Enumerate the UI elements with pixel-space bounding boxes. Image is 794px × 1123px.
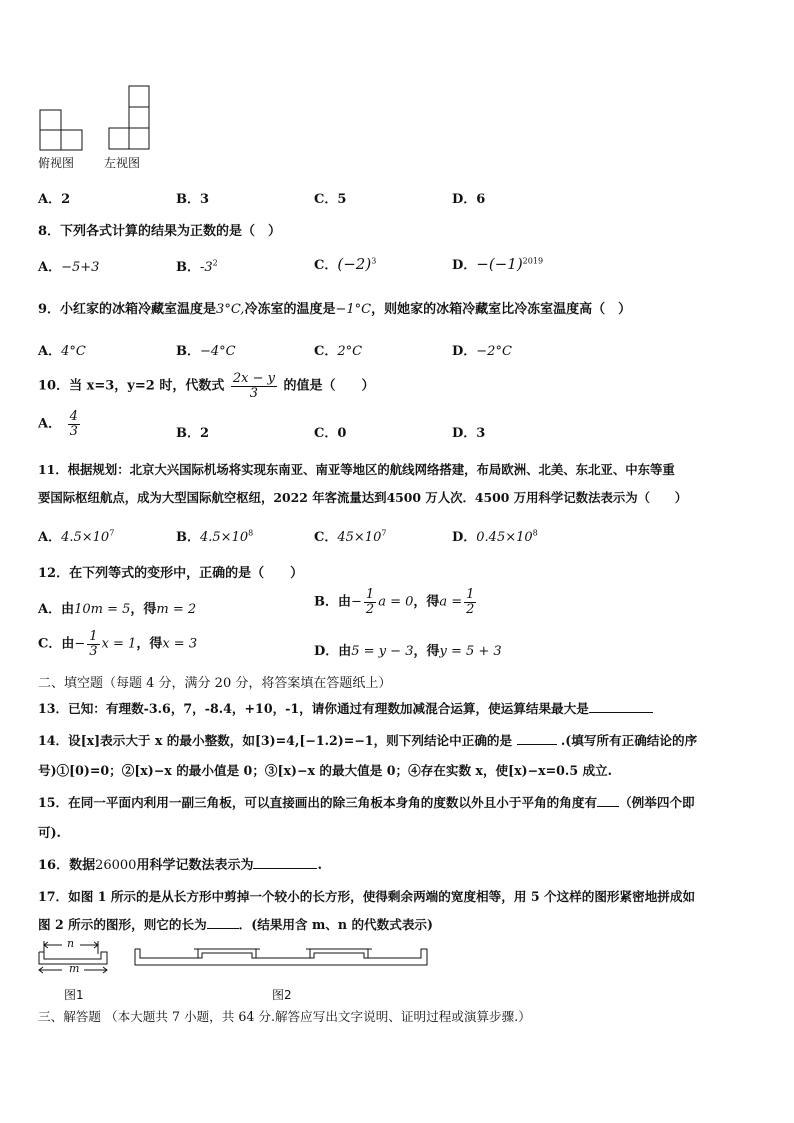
section-2-heading: 二、填空题（每题 4 分，满分 20 分，将答案填在答题纸上）	[38, 676, 392, 691]
q10-option-b: B．2	[176, 426, 210, 441]
q17-line2: 图 2 所示的图形，则它的长为 ．(结果用含 m、n 的代数式表示)	[38, 917, 433, 932]
q13-stem: 13．已知：有理数-3.6，7，-8.4，+10，-1，请你通过有理数加减混合运算，使运算结果最大是	[38, 698, 653, 717]
q7-option-a: A．2	[38, 192, 71, 207]
left-view-drawing	[109, 86, 149, 149]
q16-answer-blank	[253, 856, 317, 869]
section-3-heading: 三、解答题 （本大题共 7 小题，共 64 分.解答应写出文字说明、证明过程或演算步骤.）	[38, 1009, 531, 1024]
q17-figure-1	[36, 938, 116, 982]
q16-stem: 16．数据26000用科学记数法表示为 .	[38, 858, 322, 873]
q13-answer-blank	[589, 700, 653, 713]
q10-fraction: $\frac{2x - y}{3}$	[232, 371, 275, 401]
top-view-drawing	[40, 110, 82, 150]
q11-option-d: D．$0.45\times 10^8$	[452, 528, 538, 545]
q8-stem: 8．下列各式计算的结果为正数的是（ ）	[38, 224, 282, 239]
three-view-figure	[36, 82, 156, 154]
q17-fig2-caption: 图2	[272, 988, 292, 1002]
q14-answer-blank	[517, 732, 557, 745]
q10-option-d: D．3	[452, 426, 486, 441]
q17-figure-2	[132, 946, 432, 972]
q7-option-b: B．3	[176, 192, 210, 207]
q9-option-a: A．4°C	[38, 344, 86, 359]
q8-option-d: D．$-(-1)^{2019}$	[452, 255, 544, 273]
q10-stem: 10．当 x=3，y=2 时，代数式 $\frac{2x - y}{3}$ 的值是（ ）	[38, 371, 375, 401]
q9-option-d: D．−2°C	[452, 344, 512, 359]
q14-line2: 号)①[0)=0；②[x)−x 的最小值是 0；③[x)−x 的最大值是 0；④存在实数 x，使[x)−x=0.5 成立.	[38, 763, 613, 778]
q12-option-b: B．由− $\frac{1}{2}$ a = 0，得a = $\frac{1}{2}$	[314, 587, 475, 617]
q14-line1: 14．设[x]表示大于 x 的最小整数，如[3)=4,[−1.2)=−1，则下列结论中正确的是 .(填写所有正确结论的序	[38, 733, 698, 748]
q11-line2: 要国际枢纽航点，成为大型国际航空枢纽，2022 年客流量达到4500 万人次．4500 万用科学记数法表示为（ ）	[38, 490, 688, 505]
q11-option-a: A．$4.5\times 10^7$	[38, 528, 115, 545]
q12-option-c: C．由− $\frac{1}{3}$ x = 1，得x = 3	[38, 629, 198, 659]
q15-line1: 15．在同一平面内利用一副三角板，可以直接画出的除三角板本身角的度数以外且小于平角的角度有 （例举四个即	[38, 795, 695, 810]
top-view-label: 俯视图	[38, 156, 75, 170]
q8-option-c: C．$(-2)^3$	[314, 255, 377, 273]
q15-line2: 可).	[38, 825, 61, 840]
q10-option-c: C．0	[314, 426, 347, 441]
q7-option-c: C．5	[314, 192, 347, 207]
q10-option-a: A． $\frac{4}{3}$	[38, 409, 78, 439]
q17-fig1-caption: 图1	[64, 988, 84, 1002]
q17-line1: 17．如图 1 所示的是从长方形中剪掉一个较小的长方形，使得剩余两端的宽度相等，用 5 个这样的图形紧密地拼成如	[38, 889, 696, 904]
q9-option-b: B．−4°C	[176, 344, 236, 359]
q7-option-d: D．6	[452, 192, 486, 207]
q17-answer-blank	[207, 916, 239, 929]
q17-m-label: m	[69, 962, 80, 975]
q9-option-c: C．2°C	[314, 344, 363, 359]
q17-n-label: n	[67, 937, 75, 950]
q9-stem: 9．小红家的冰箱冷藏室温度是3°C,冷冻室的温度是−1°C，则她家的冰箱冷藏室比冷冻室温度高（ ）	[38, 302, 632, 317]
q12-option-a: A．由10m = 5，得m = 2	[38, 602, 197, 617]
q8-option-b: B．$-3^2$	[176, 258, 218, 275]
q12-stem: 12．在下列等式的变形中，正确的是（ ）	[38, 566, 304, 581]
q8-option-a: A．−5+3	[38, 260, 100, 275]
left-view-label: 左视图	[104, 156, 141, 170]
q12-option-d: D．由5 = y − 3，得y = 5 + 3	[314, 644, 502, 659]
q11-option-c: C．$45\times 10^7$	[314, 528, 387, 545]
q15-answer-blank	[597, 794, 619, 807]
q11-option-b: B．$4.5\times 10^8$	[176, 528, 254, 545]
q11-line1: 11．根据规划：北京大兴国际机场将实现东南亚、南亚等地区的航线网络搭建，布局欧洲、北美、东北亚、中东等重	[38, 462, 675, 477]
